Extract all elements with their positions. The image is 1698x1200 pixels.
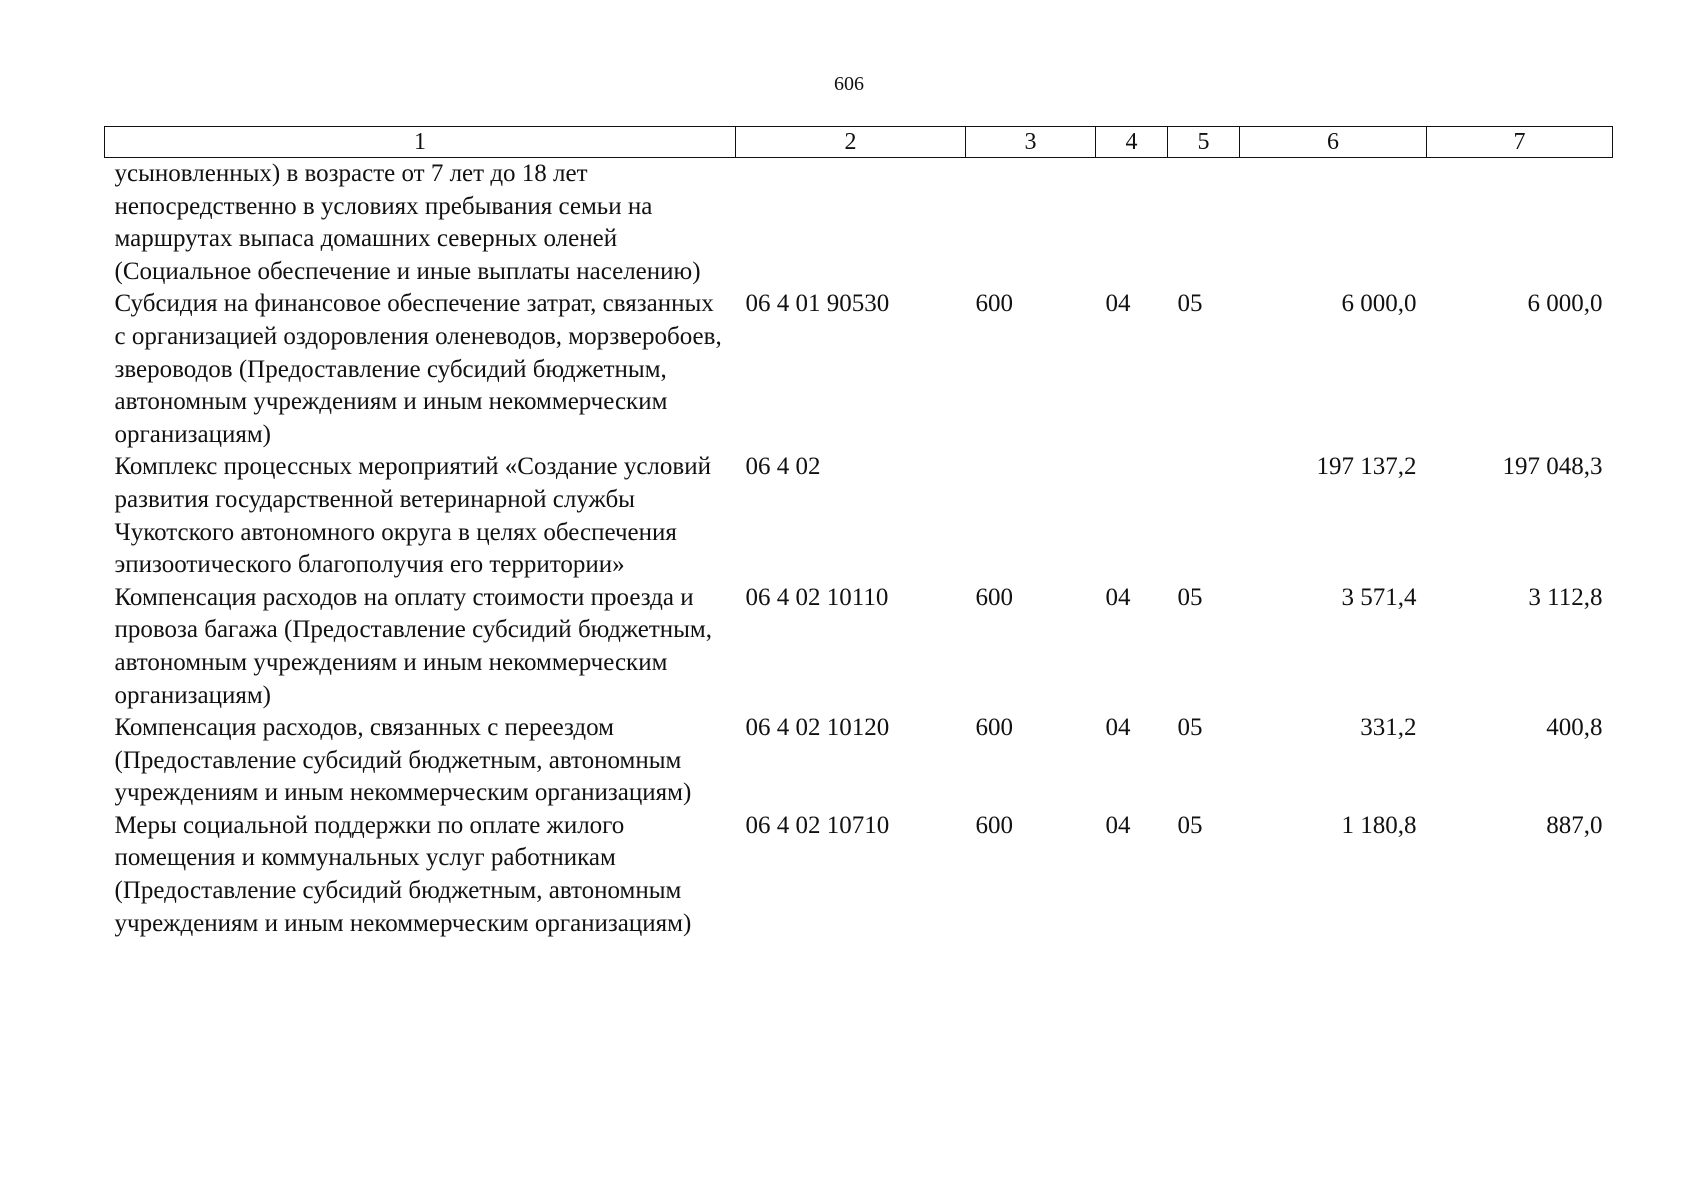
- row-type: 600: [975, 714, 1013, 742]
- header-row: [105, 127, 1613, 158]
- row-amount-2: 197 048,3: [1502, 453, 1603, 481]
- row-code: 06 4 02 10110: [745, 583, 889, 611]
- row-code: [736, 158, 966, 289]
- row-amount-1: 331,2: [1360, 714, 1417, 742]
- row-amount-2: 400,8: [1546, 714, 1603, 742]
- row-code: 06 4 01 90530: [745, 290, 890, 318]
- header-col-3: 3: [966, 127, 1096, 158]
- row-code: 06 4 02 10710: [745, 811, 890, 839]
- row-section: 04: [1105, 811, 1131, 839]
- row-description: усыновленных) в возрасте от 7 лет до 18 лет непосредственно в условиях пребывания семьи на маршрутах выпаса домашних северных оленей (Социальное обеспечение и иные выплаты населению): [114, 160, 701, 285]
- row-description: Комплекс процессных мероприятий «Создание условий развития государственной ветеринарной службы Чукотского автономного округа в целях обеспечения эпизоотического благополучия его территории»: [114, 453, 711, 579]
- row-section: [1096, 451, 1168, 581]
- row-amount-2: 3 112,8: [1528, 583, 1603, 611]
- header-col-2: 2: [736, 127, 966, 158]
- header-col-4: 4: [1096, 127, 1168, 158]
- header-col-1: 1: [105, 127, 736, 158]
- row-type: 600: [975, 811, 1013, 839]
- header-col-7: 7: [1427, 127, 1613, 158]
- row-amount-1: 197 137,2: [1316, 453, 1417, 481]
- row-subsection: 05: [1177, 714, 1203, 742]
- row-subsection: 05: [1177, 811, 1203, 839]
- row-subsection: [1168, 158, 1240, 289]
- table-row: [105, 712, 1613, 810]
- row-amount-1: [1240, 158, 1427, 289]
- table-row: [105, 288, 1613, 451]
- row-amount-2: 887,0: [1546, 811, 1603, 839]
- table-row: [105, 451, 1613, 581]
- row-type: 600: [975, 290, 1013, 318]
- row-description: Компенсация расходов на оплату стоимости проезда и провоза багажа (Предоставление субсидий бюджетным, автономным учреждениям и иным некоммерческим организациям): [114, 583, 712, 709]
- row-type: 600: [975, 583, 1013, 611]
- row-subsection: 05: [1177, 583, 1203, 611]
- table-header: [105, 127, 1613, 158]
- row-amount-2: 6 000,0: [1527, 290, 1603, 318]
- budget-table: [104, 126, 1613, 940]
- table-row: [105, 810, 1613, 940]
- row-code: 06 4 02 10120: [745, 714, 890, 742]
- table-row: [105, 582, 1613, 712]
- page-number: 606: [834, 73, 864, 95]
- row-subsection: [1168, 451, 1240, 581]
- row-description: Компенсация расходов, связанных с переездом (Предоставление субсидий бюджетным, автономным учреждениям и иным некоммерческим организациям): [114, 714, 692, 807]
- row-subsection: 05: [1177, 290, 1203, 318]
- row-type: [966, 158, 1096, 289]
- row-amount-2: [1427, 158, 1613, 289]
- row-code: 06 4 02: [745, 453, 821, 481]
- row-amount-1: 6 000,0: [1341, 290, 1417, 318]
- header-col-6: 6: [1240, 127, 1427, 158]
- row-description: Меры социальной поддержки по оплате жилого помещения и коммунальных услуг работникам (Предоставление субсидий бюджетным, автономным учреждениям и иным некоммерческим организациям): [114, 811, 692, 937]
- row-amount-1: 3 571,4: [1341, 583, 1417, 611]
- row-type: [966, 451, 1096, 581]
- row-section: [1096, 158, 1168, 289]
- table-row: [105, 158, 1613, 289]
- table-body: [105, 158, 1613, 941]
- row-section: 04: [1105, 583, 1131, 611]
- header-col-5: 5: [1168, 127, 1240, 158]
- row-section: 04: [1105, 714, 1131, 742]
- row-description: Субсидия на финансовое обеспечение затрат, связанных с организацией оздоровления оленеводов, морзверобоев, звероводов (Предоставление субсидий бюджетным, автономным учреждениям и иным некоммерческим организациям): [114, 290, 722, 448]
- row-section: 04: [1105, 290, 1131, 318]
- row-amount-1: 1 180,8: [1341, 811, 1417, 839]
